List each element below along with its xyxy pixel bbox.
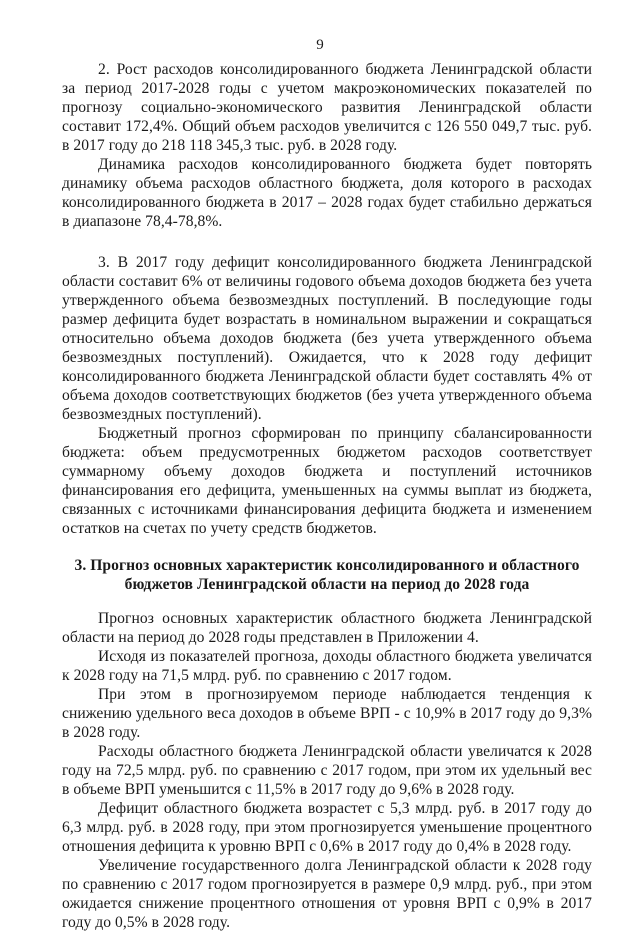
- paragraph-deficit-growth: Дефицит областного бюджета возрастет с 5,3 млрд. руб. в 2017 году до 6,3 млрд. руб. в 2028 году, при этом прогнозируется уменьшение процентного отношения дефицита к уровню ВРП с 0,6% в 2017 году до 0,4% в 2028 году.: [62, 800, 592, 855]
- chapter-heading: 3. Прогноз основных характеристик консолидированного и областного бюджетов Ленинградской области на период до 2028 года: [74, 557, 580, 593]
- heading-spacer-top: [62, 538, 592, 556]
- paragraph-forecast-appendix: Прогноз основных характеристик областного бюджета Ленинградской области на период до 2028 годы представлен в Приложении 4.: [62, 610, 592, 646]
- paragraph-expenditure-growth: 2. Рост расходов консолидированного бюджета Ленинградской области за период 2017-2028 годы с учетом макроэкономических показателей по прогнозу социально-экономического развития Ленинградской области составит 172,4%. Общий объем расходов увеличится с 126 550 049,7 тыс. руб. в 2017 году до 218 118 345,3 тыс. руб. в 2028 году.: [62, 61, 592, 154]
- paragraph-expenditure-increase: Расходы областного бюджета Ленинградской области увеличатся к 2028 году на 72,5 млрд. руб. по сравнению с 2017 годом, при этом их удельный вес в объеме ВРП уменьшится с 11,5% в 2017 году до 9,6% в 2028 году.: [62, 743, 592, 798]
- paragraph-revenue-increase: Исходя из показателей прогноза, доходы областного бюджета увеличатся к 2028 году на 71,5 млрд. руб. по сравнению с 2017 годом.: [62, 648, 592, 684]
- page-number: 9: [316, 37, 324, 53]
- paragraph-public-debt: Увеличение государственного долга Ленинградской области к 2028 году по сравнению с 2017 годом прогнозируется в размере 0,9 млрд. руб., при этом ожидается снижение процентного отношения от уровня ВРП с 0,9% в 2017 году до 0,5% в 2028 году.: [62, 857, 592, 931]
- section-spacer: [62, 231, 592, 253]
- document-body: [62, 60, 592, 932]
- paragraph-revenue-share-grp: При этом в прогнозируемом периоде наблюдается тенденция к снижению удельного веса доходов в объеме ВРП - с 10,9% в 2017 году до 9,3% в 2028 году.: [62, 686, 592, 741]
- paragraph-budget-balance: Бюджетный прогноз сформирован по принципу сбалансированности бюджета: объем предусмотренных бюджетом расходов соответствует суммарному объему доходов бюджета и поступлений источников финансирования его дефицита, уменьшенных на суммы выплат из бюджета, связанных с источниками финансирования дефицита бюджета и изменением остатков на счетах по учету средств бюджетов.: [62, 425, 592, 537]
- paragraph-deficit: 3. В 2017 году дефицит консолидированного бюджета Ленинградской области составит 6% от величины годового объема доходов бюджета без учета утвержденного объема безвозмездных поступлений. В последующие годы размер дефицита будет возрастать в номинальном выражении и сокращаться относительно объема доходов бюджета (без учета утвержденного объема безвозмездных поступлений). Ожидается, что к 2028 году дефицит консолидированного бюджета Ленинградской области будет составлять 4% от объема доходов соответствующих бюджетов (без учета утвержденного объема безвозмездных поступлений).: [62, 254, 592, 423]
- paragraph-expenditure-dynamics: Динамика расходов консолидированного бюджета будет повторять динамику объема расходов областного бюджета, доля которого в расходах консолидированного бюджета в 2017 – 2028 годах будет стабильно держаться в диапазоне 78,4-78,8%.: [62, 156, 592, 230]
- heading-spacer-bottom: [62, 594, 592, 609]
